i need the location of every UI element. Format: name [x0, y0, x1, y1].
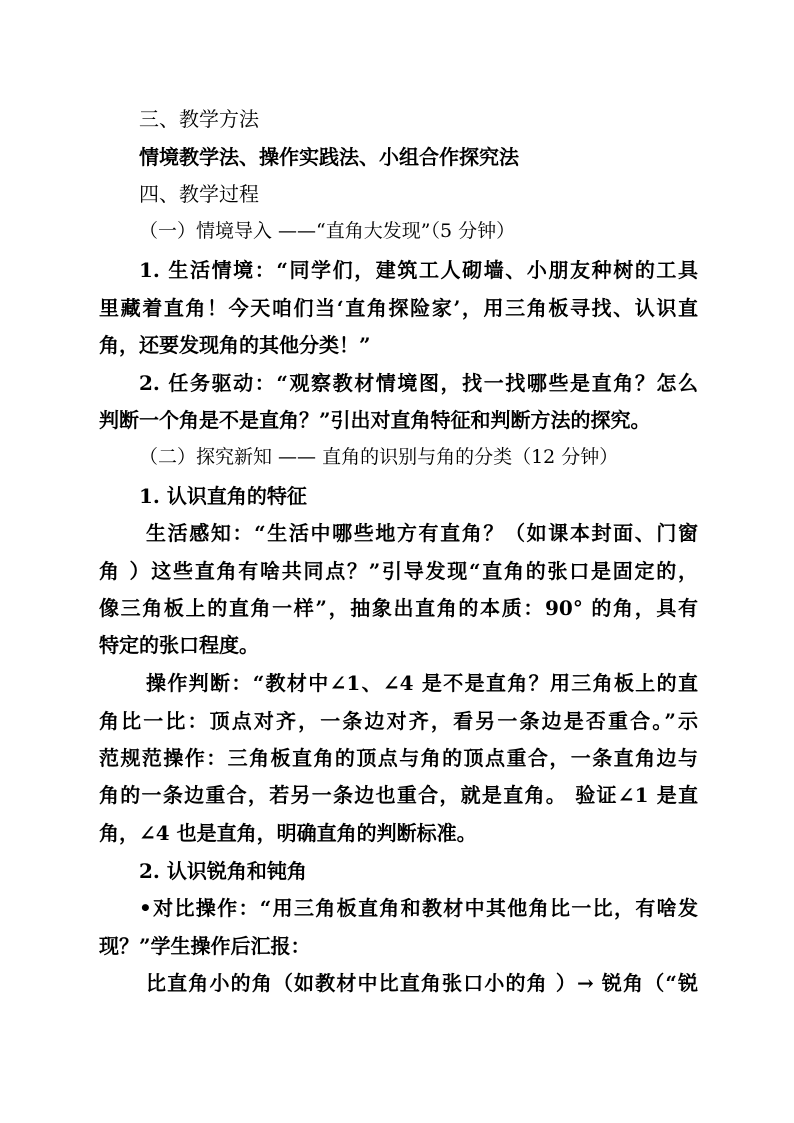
- part1-title: （一）情境导入 ——“直角大发现”（5 分钟）: [139, 220, 516, 242]
- paragraph-3-line-3: 像三角板上的直角一样”，抽象出直角的本质：90° 的角，具有: [99, 596, 698, 620]
- part2-title: （二）探究新知 —— 直角的识别与角的分类（12 分钟）: [139, 446, 619, 468]
- paragraph-3-line-1: 生活感知：“生活中哪些地方有直角？（如课本封面、门窗: [146, 521, 698, 545]
- paragraph-6-line-1: 比直角小的角（如教材中比直角张口小的角 ）→ 锐角（“锐: [146, 971, 698, 995]
- paragraph-4-line-1: 操作判断：“教材中∠1、∠4 是不是直角？用三角板上的直: [146, 671, 698, 695]
- subheading-right-angle-features: 1. 认识直角的特征: [139, 484, 307, 508]
- paragraph-4-line-3: 范规范操作：三角板直角的顶点与角的顶点重合，一条直角边与: [99, 746, 698, 770]
- paragraph-4-line-4: 角的一条边重合，若另一条边也重合，就是直角。 验证∠1 是直: [99, 783, 698, 807]
- paragraph-4-line-2: 角比一比：顶点对齐，一条边对齐，看另一条边是否重合。”示: [99, 709, 698, 733]
- paragraph-1-line-1: 1. 生活情境：“同学们，建筑工人砌墙、小朋友种树的工具: [139, 258, 698, 282]
- paragraph-3-line-2: 角 ）这些直角有啥共同点？”引导发现“直角的张口是固定的，: [99, 559, 698, 583]
- paragraph-1-line-2: 里藏着直角！今天咱们当‘直角探险家’，用三角板寻找、认识直: [99, 296, 698, 320]
- paragraph-4-line-5: 角，∠4 也是直角，明确直角的判断标准。: [99, 821, 477, 845]
- paragraph-3-line-4: 特定的张口程度。: [99, 633, 259, 657]
- section-heading-teaching-process: 四、教学过程: [139, 182, 259, 206]
- paragraph-2-line-2: 判断一个角是不是直角？”引出对直角特征和判断方法的探究。: [99, 408, 651, 432]
- paragraph-5-line-1: •对比操作：“用三角板直角和教材中其他角比一比，有啥发: [139, 896, 698, 920]
- paragraph-5-line-2: 现？”学生操作后汇报：: [99, 934, 311, 958]
- section-heading-teaching-methods: 三、教学方法: [139, 107, 259, 131]
- paragraph-1-line-3: 角，还要发现角的其他分类！”: [99, 333, 371, 357]
- paragraph-2-line-1: 2. 任务驱动：“观察教材情境图，找一找哪些是直角？怎么: [139, 371, 698, 395]
- teaching-methods-list: 情境教学法、操作实践法、小组合作探究法: [139, 145, 519, 169]
- subheading-acute-obtuse: 2. 认识锐角和钝角: [139, 859, 307, 883]
